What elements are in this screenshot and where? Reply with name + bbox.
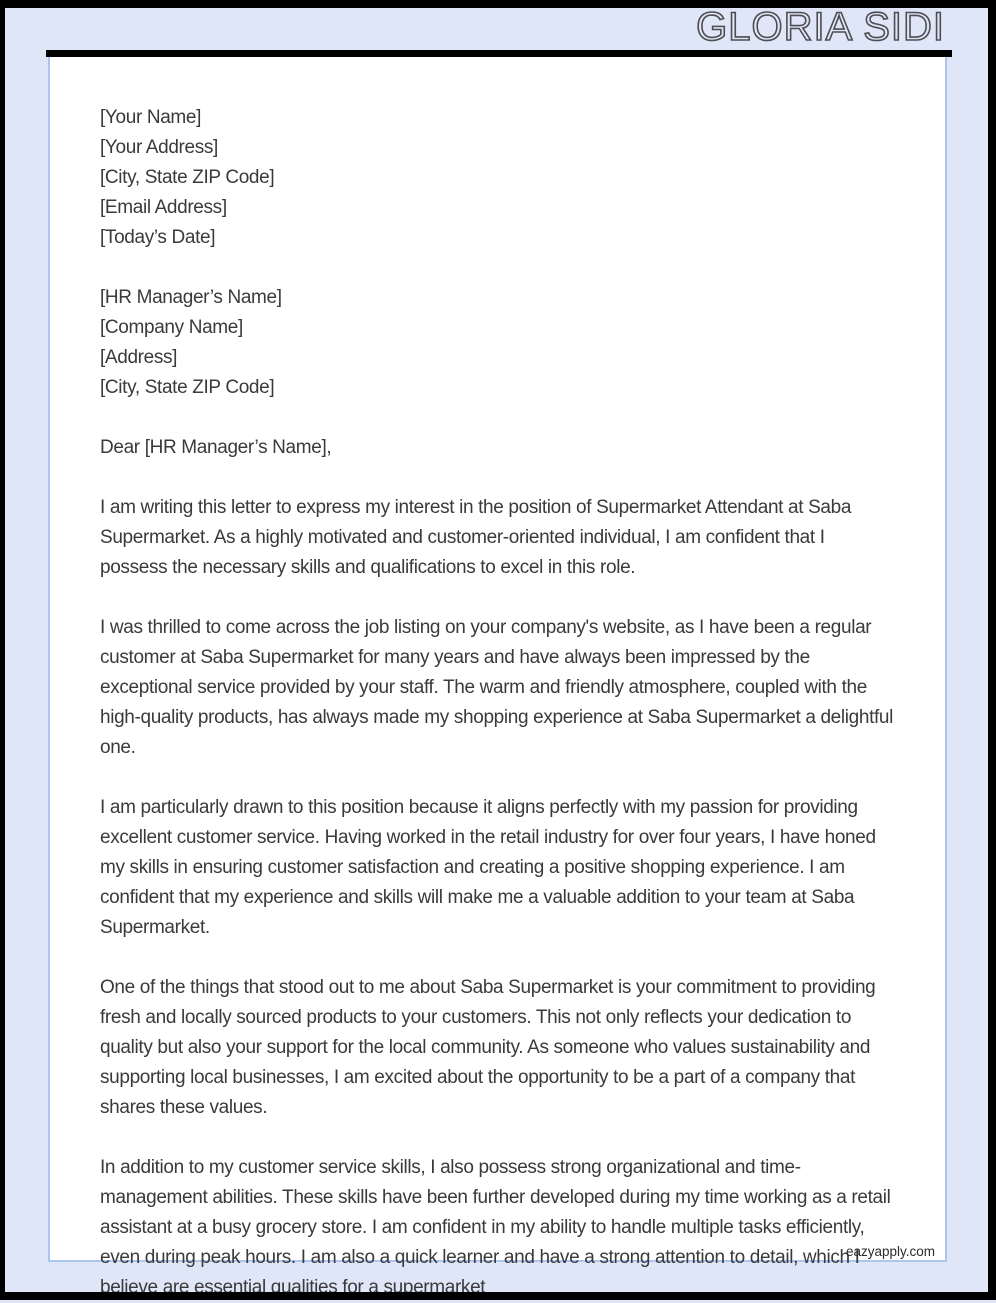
letter-content	[50, 57, 945, 1303]
recipient-line: [Company Name]	[100, 317, 243, 338]
recipient-line: [HR Manager’s Name]	[100, 287, 282, 308]
sender-line: [Email Address]	[100, 197, 227, 218]
letterhead-name: GLORIA SIDI	[696, 5, 945, 49]
body-paragraph: I am particularly drawn to this position because it aligns perfectly with my passion for providing excellent customer service. Having worked in the retail industry for over four years, I have honed my skills in ensuring customer satisfaction and creating a positive shopping experience. I am confident that my experience and skills will make me a valuable addition to your team at Saba Supermarket.	[100, 797, 876, 938]
body-paragraph: One of the things that stood out to me about Saba Supermarket is your commitment to providing fresh and locally sourced products to your customers. This not only reflects your dedication to quality but also your support for the local community. As someone who values sustainability and supporting local businesses, I am excited about the opportunity to be a part of a company that shares these values.	[100, 977, 876, 1118]
body-paragraph: In addition to my customer service skills, I also possess strong organizational and time-management abilities. These skills have been further developed during my time working as a retail assistant at a busy grocery store. I am confident in my ability to handle multiple tasks efficiently, even during peak hours. I am also a quick learner and have a strong attention to detail, which I believe are essential qualities for a supermarket	[100, 1157, 891, 1298]
sender-line: [Your Address]	[100, 137, 218, 158]
sender-line: [Today’s Date]	[100, 227, 216, 248]
recipient-line: [Address]	[100, 347, 178, 368]
body-paragraph: I was thrilled to come across the job listing on your company's website, as I have been a regular customer at Saba Supermarket for many years and have always been impressed by the exceptional service provided by your staff. The warm and friendly atmosphere, coupled with the high-quality products, has always made my shopping experience at Saba Supermarket a delightful one.	[100, 617, 894, 758]
recipient-line: [City, State ZIP Code]	[100, 377, 275, 398]
letter-page	[48, 57, 947, 1298]
header-rule	[46, 50, 952, 57]
salutation: Dear [HR Manager’s Name],	[100, 437, 332, 458]
sender-block	[100, 103, 895, 253]
sender-line: [Your Name]	[100, 107, 202, 128]
recipient-block	[100, 283, 895, 403]
sender-line: [City, State ZIP Code]	[100, 167, 275, 188]
body-paragraph: I am writing this letter to express my interest in the position of Supermarket Attendant at Saba Supermarket. As a highly motivated and customer-oriented individual, I am confident that I possess the necessary skills and qualifications to excel in this role.	[100, 497, 852, 578]
watermark: eazyapply.com	[845, 1244, 935, 1259]
